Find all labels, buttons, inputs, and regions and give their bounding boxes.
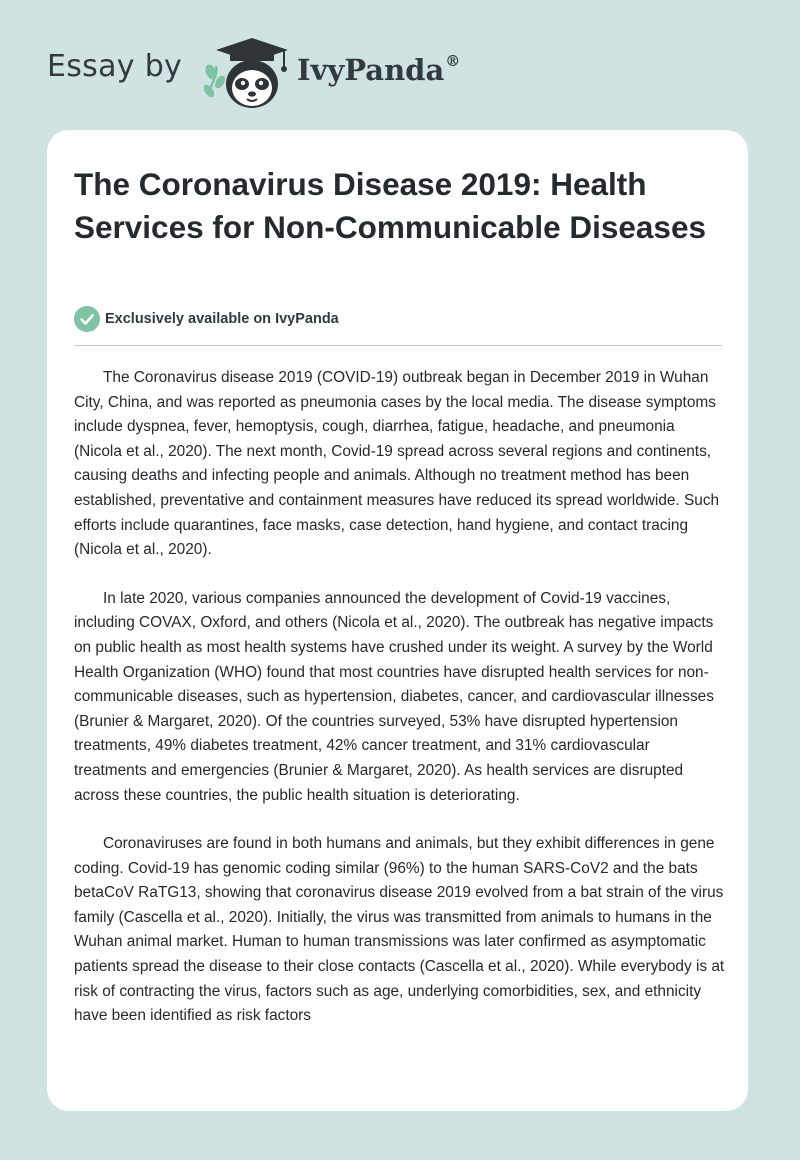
essay-body: [74, 366, 726, 1053]
divider: [74, 345, 722, 346]
registered-mark: ®: [445, 52, 461, 70]
paragraph: In late 2020, various companies announced the development of Covid-19 vaccines, including COVAX, Oxford, and others (Nicola et al., 2020). The outbreak has negative impacts on public health as most health systems have crushed under its weight. A survey by the World Health Organization (WHO) found that most countries have disrupted health services for non-communicable diseases, such as hypertension, diabetes, cancer, and cardiovascular illnesses (Brunier & Margaret, 2020). Of the countries surveyed, 53% have disrupted hypertension treatments, 49% diabetes treatment, 42% cancer treatment, and 31% cardiovascular treatments and emergencies (Brunier & Margaret, 2020). As health services are disrupted across these countries, the public health situation is deteriorating.: [74, 589, 714, 804]
essay-card: [47, 130, 748, 1111]
essay-by-label: Essay by: [47, 49, 183, 84]
site-header: [0, 0, 800, 130]
paragraph: The Coronavirus disease 2019 (COVID-19) outbreak began in December 2019 in Wuhan City, China, and was reported as pneumonia cases by the local media. The disease symptoms include dyspnea, fever, hemoptysis, cough, diarrhea, fatigue, headache, and pneumonia (Nicola et al., 2020). The next month, Covid-19 spread across several regions and continents, causing deaths and infecting people and animals. Although no treatment method has been established, preventative and containment measures have reduced its spread worldwide. Such efforts include quarantines, face masks, case detection, hand hygiene, and contact tracing (Nicola et al., 2020).: [74, 369, 720, 559]
check-circle-icon: [74, 306, 100, 332]
brand-logo[interactable]: [297, 52, 460, 87]
panda-graduate-icon: [200, 36, 292, 110]
paragraph: Coronaviruses are found in both humans and animals, but they exhibit differences in gene coding. Covid-19 has genomic coding similar (96%) to the human SARS-CoV2 and the bats betaCoV RaTG13, showing that coronavirus disease 2019 evolved from a bat strain of the virus family (Cascella et al., 2020). Initially, the virus was transmitted from animals to humans in the Wuhan animal market. Human to human transmissions was later confirmed as asymptomatic patients spread the disease to their close contacts (Cascella et al., 2020). While everybody is at risk of contracting the virus, factors such as age, underlying comorbidities, sex, and ethnicity have been identified as risk factors: [74, 835, 725, 1025]
page-title: The Coronavirus Disease 2019: Health Services for Non-Communicable Diseases: [74, 166, 706, 245]
exclusive-badge-label: Exclusively available on IvyPanda: [105, 311, 339, 327]
brand-name: IvyPanda: [297, 53, 445, 87]
